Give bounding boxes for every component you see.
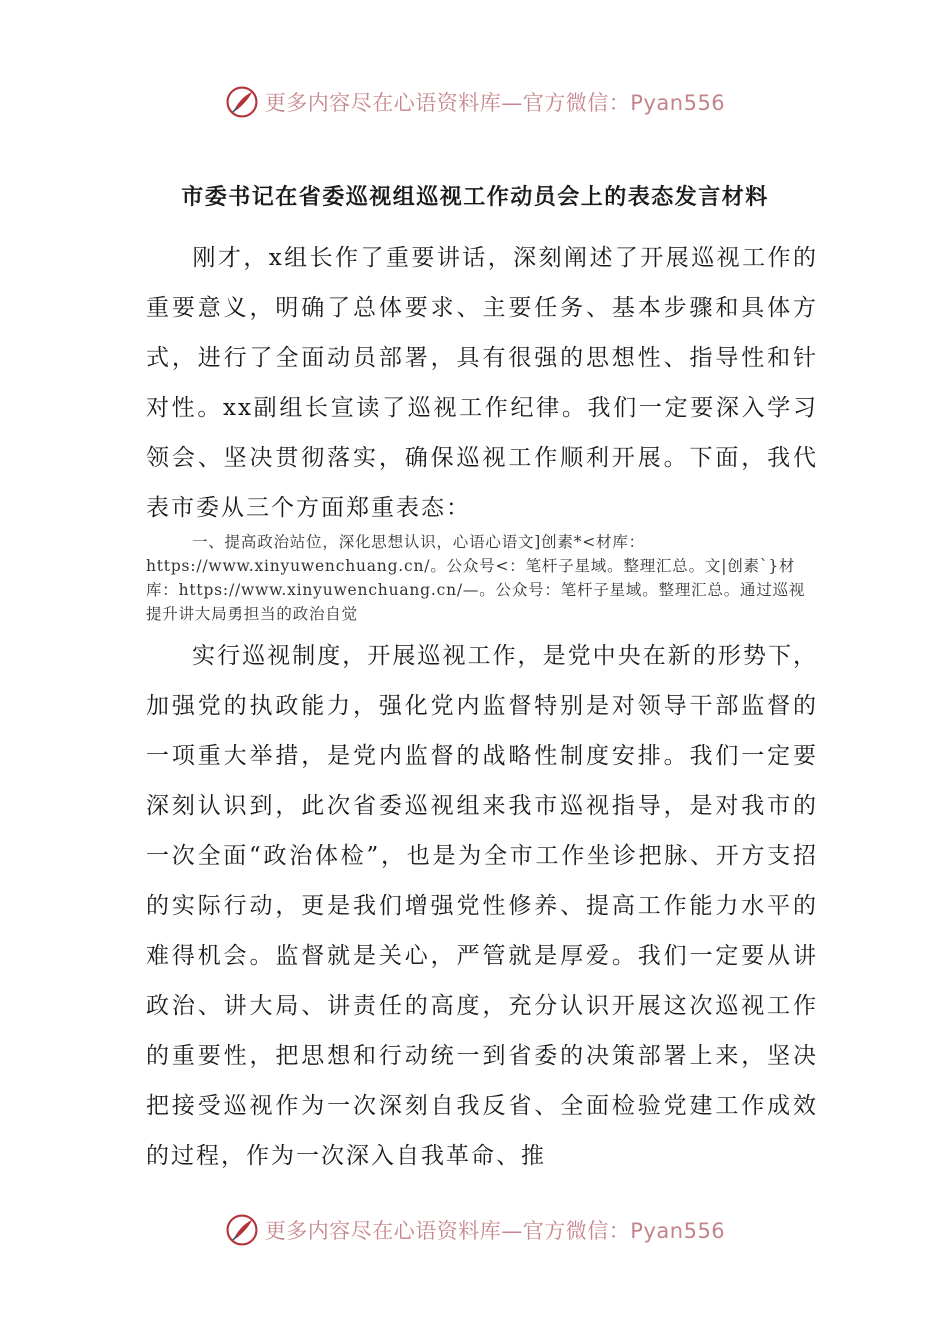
header-banner-text: 更多内容尽在心语资料库—官方微信：Pyan556 [264,91,726,115]
paragraph-body [146,631,818,1181]
paragraph-intro [146,233,818,533]
quill-logo-icon [225,1213,259,1247]
document-title: 市委书记在省委巡视组巡视工作动员会上的表态发言材料 [181,185,769,210]
footer-banner [0,1210,950,1250]
header-banner [0,82,950,122]
section-heading-1-text: 一、提高政治站位，深化思想认识，心语心语文]创素*<材库：https://www.xinyuwenchuang.cn/。公众号<：笔杆子星域。整理汇总。文|创素`}材库：https://www.xinyuwenchuang.cn/—。公众号：笔杆子星域。整理汇总。通过巡视提升讲大局勇担当的政治自觉 [146,533,806,623]
paragraph-intro-text: 刚才，x组长作了重要讲话，深刻阐述了开展巡视工作的重要意义，明确了总体要求、主要任务、基本步骤和具体方式，进行了全面动员部署，具有很强的思想性、指导性和针对性。xx副组长宣读了巡视工作纪律。我们一定要深入学习领会、坚决贯彻落实，确保巡视工作顺利开展。下面，我代表市委从三个方面郑重表态： [146,245,818,521]
footer-banner-text: 更多内容尽在心语资料库—官方微信：Pyan556 [264,1219,726,1243]
quill-logo-icon [225,85,259,119]
paragraph-body-text: 实行巡视制度，开展巡视工作，是党中央在新的形势下，加强党的执政能力，强化党内监督特别是对领导干部监督的一项重大举措，是党内监督的战略性制度安排。我们一定要深刻认识到，此次省委巡视组来我市巡视指导，是对我市的一次全面“政治体检”，也是为全市工作坐诊把脉、开方支招的实际行动，更是我们增强党性修养、提高工作能力水平的难得机会。监督就是关心，严管就是厚爱。我们一定要从讲政治、讲大局、讲责任的高度，充分认识开展这次巡视工作的重要性，把思想和行动统一到省委的决策部署上来，坚决把接受巡视作为一次深刻自我反省、全面检验党建工作成效的过程，作为一次深入自我革命、推 [146,643,818,1169]
section-heading-1 [146,530,806,626]
